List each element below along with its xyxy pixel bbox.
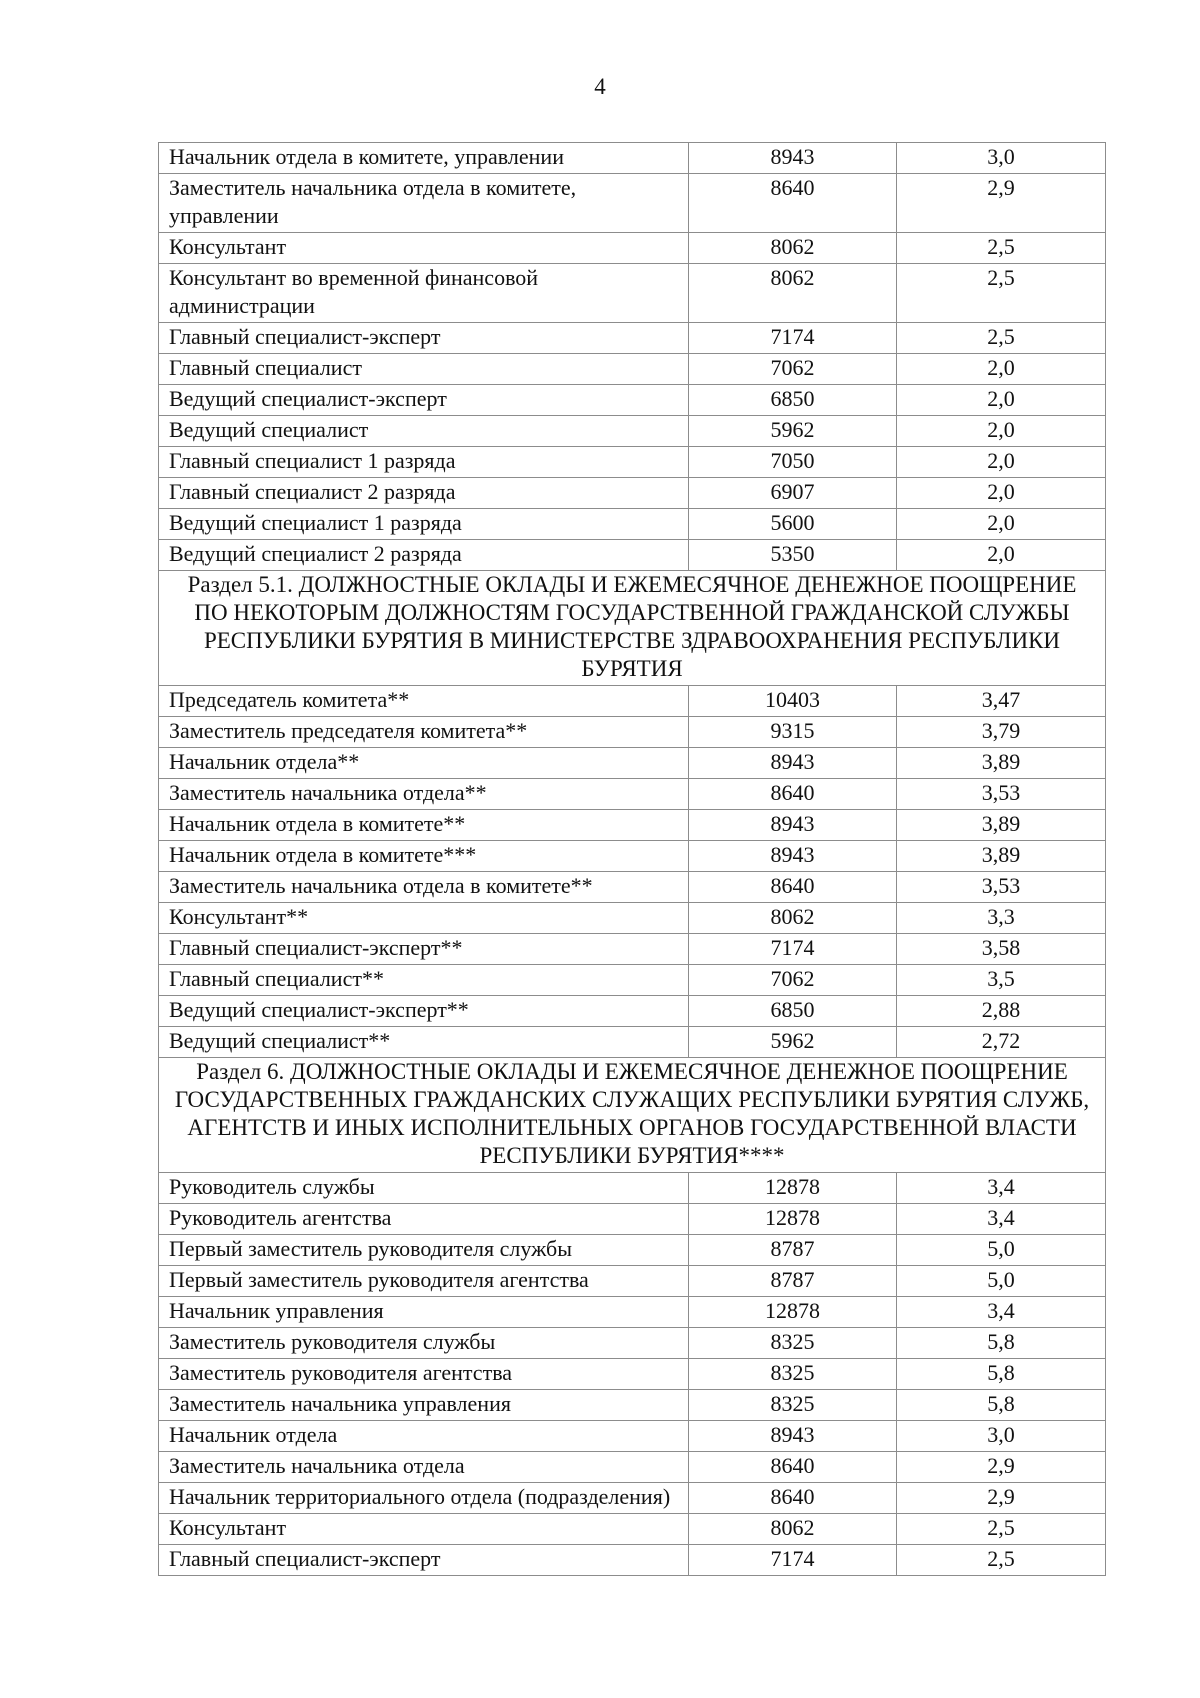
salary-cell: 8943 <box>689 841 897 872</box>
position-cell: Консультант** <box>159 903 689 934</box>
position-cell: Заместитель руководителя службы <box>159 1328 689 1359</box>
salary-cell: 12878 <box>689 1204 897 1235</box>
table-row <box>159 779 1106 810</box>
table-row <box>159 1359 1106 1390</box>
salary-cell: 8062 <box>689 1514 897 1545</box>
position-cell: Главный специалист <box>159 354 689 385</box>
position-cell: Руководитель агентства <box>159 1204 689 1235</box>
coefficient-cell: 3,58 <box>897 934 1106 965</box>
position-cell: Первый заместитель руководителя агентства <box>159 1266 689 1297</box>
coefficient-cell: 3,53 <box>897 779 1106 810</box>
table-row <box>159 174 1106 233</box>
salary-cell: 8787 <box>689 1235 897 1266</box>
table-row <box>159 965 1106 996</box>
table-row <box>159 1173 1106 1204</box>
table-row <box>159 1235 1106 1266</box>
position-cell: Заместитель председателя комитета** <box>159 717 689 748</box>
coefficient-cell: 2,5 <box>897 1514 1106 1545</box>
coefficient-cell: 3,0 <box>897 1421 1106 1452</box>
position-cell: Заместитель руководителя агентства <box>159 1359 689 1390</box>
position-cell: Ведущий специалист** <box>159 1027 689 1058</box>
salary-cell: 8943 <box>689 810 897 841</box>
coefficient-cell: 2,0 <box>897 385 1106 416</box>
salary-cell: 8943 <box>689 1421 897 1452</box>
table-row <box>159 540 1106 571</box>
salary-cell: 7174 <box>689 1545 897 1576</box>
coefficient-cell: 2,9 <box>897 1452 1106 1483</box>
salary-cell: 7050 <box>689 447 897 478</box>
salary-cell: 8640 <box>689 1452 897 1483</box>
table-row <box>159 1328 1106 1359</box>
salary-cell: 5600 <box>689 509 897 540</box>
salary-cell: 8640 <box>689 174 897 233</box>
salary-cell: 7062 <box>689 965 897 996</box>
salary-table <box>158 142 1106 1576</box>
position-cell: Начальник отдела в комитете** <box>159 810 689 841</box>
salary-cell: 8943 <box>689 143 897 174</box>
position-cell: Главный специалист-эксперт** <box>159 934 689 965</box>
salary-cell: 7174 <box>689 323 897 354</box>
coefficient-cell: 5,0 <box>897 1235 1106 1266</box>
coefficient-cell: 5,0 <box>897 1266 1106 1297</box>
coefficient-cell: 2,5 <box>897 233 1106 264</box>
coefficient-cell: 5,8 <box>897 1390 1106 1421</box>
salary-cell: 5962 <box>689 416 897 447</box>
position-cell: Заместитель начальника отдела <box>159 1452 689 1483</box>
table-row <box>159 1027 1106 1058</box>
position-cell: Начальник отдела в комитете*** <box>159 841 689 872</box>
position-cell: Начальник отдела** <box>159 748 689 779</box>
salary-cell: 7062 <box>689 354 897 385</box>
section-title: Раздел 6. ДОЛЖНОСТНЫЕ ОКЛАДЫ И ЕЖЕМЕСЯЧНОЕ ДЕНЕЖНОЕ ПООЩРЕНИЕ ГОСУДАРСТВЕННЫХ ГРАЖДАНСКИХ СЛУЖАЩИХ РЕСПУБЛИКИ БУРЯТИЯ СЛУЖБ, АГЕНТСТВ И ИНЫХ ИСПОЛНИТЕЛЬНЫХ ОРГАНОВ ГОСУДАРСТВЕННОЙ ВЛАСТИ РЕСПУБЛИКИ БУРЯТИЯ**** <box>159 1058 1106 1173</box>
section-header-row <box>159 571 1106 686</box>
coefficient-cell: 5,8 <box>897 1328 1106 1359</box>
coefficient-cell: 2,9 <box>897 174 1106 233</box>
position-cell: Ведущий специалист <box>159 416 689 447</box>
salary-cell: 10403 <box>689 686 897 717</box>
position-cell: Главный специалист 1 разряда <box>159 447 689 478</box>
table-row <box>159 872 1106 903</box>
page-number: 4 <box>594 74 606 99</box>
position-cell: Заместитель начальника отдела в комитете, управлении <box>159 174 689 233</box>
coefficient-cell: 2,5 <box>897 1545 1106 1576</box>
position-cell: Начальник территориального отдела (подразделения) <box>159 1483 689 1514</box>
salary-cell: 12878 <box>689 1297 897 1328</box>
section-header-row <box>159 1058 1106 1173</box>
salary-cell: 5350 <box>689 540 897 571</box>
coefficient-cell: 3,89 <box>897 810 1106 841</box>
table-row <box>159 903 1106 934</box>
table-row <box>159 717 1106 748</box>
coefficient-cell: 2,5 <box>897 264 1106 323</box>
table-row <box>159 996 1106 1027</box>
coefficient-cell: 3,79 <box>897 717 1106 748</box>
salary-cell: 8640 <box>689 779 897 810</box>
coefficient-cell: 2,0 <box>897 478 1106 509</box>
position-cell: Ведущий специалист 1 разряда <box>159 509 689 540</box>
salary-cell: 8062 <box>689 264 897 323</box>
position-cell: Главный специалист** <box>159 965 689 996</box>
position-cell: Главный специалист-эксперт <box>159 323 689 354</box>
table-row <box>159 748 1106 779</box>
table-row <box>159 1390 1106 1421</box>
salary-cell: 8943 <box>689 748 897 779</box>
salary-cell: 8325 <box>689 1390 897 1421</box>
coefficient-cell: 3,89 <box>897 841 1106 872</box>
coefficient-cell: 2,5 <box>897 323 1106 354</box>
coefficient-cell: 2,0 <box>897 509 1106 540</box>
coefficient-cell: 2,0 <box>897 416 1106 447</box>
coefficient-cell: 3,4 <box>897 1297 1106 1328</box>
table-row <box>159 1452 1106 1483</box>
table-row <box>159 1297 1106 1328</box>
table-row <box>159 686 1106 717</box>
position-cell: Главный специалист 2 разряда <box>159 478 689 509</box>
position-cell: Заместитель начальника управления <box>159 1390 689 1421</box>
salary-cell: 8062 <box>689 903 897 934</box>
table-row <box>159 233 1106 264</box>
position-cell: Ведущий специалист-эксперт** <box>159 996 689 1027</box>
section-title: Раздел 5.1. ДОЛЖНОСТНЫЕ ОКЛАДЫ И ЕЖЕМЕСЯЧНОЕ ДЕНЕЖНОЕ ПООЩРЕНИЕ ПО НЕКОТОРЫМ ДОЛЖНОСТЯМ ГОСУДАРСТВЕННОЙ ГРАЖДАНСКОЙ СЛУЖБЫ РЕСПУБЛИКИ БУРЯТИЯ В МИНИСТЕРСТВЕ ЗДРАВООХРАНЕНИЯ РЕСПУБЛИКИ БУРЯТИЯ <box>159 571 1106 686</box>
coefficient-cell: 3,5 <box>897 965 1106 996</box>
coefficient-cell: 3,53 <box>897 872 1106 903</box>
table-row <box>159 1204 1106 1235</box>
table-row <box>159 416 1106 447</box>
position-cell: Главный специалист-эксперт <box>159 1545 689 1576</box>
position-cell: Ведущий специалист 2 разряда <box>159 540 689 571</box>
coefficient-cell: 2,9 <box>897 1483 1106 1514</box>
coefficient-cell: 3,3 <box>897 903 1106 934</box>
position-cell: Заместитель начальника отдела в комитете** <box>159 872 689 903</box>
salary-table-body <box>159 143 1106 1576</box>
salary-cell: 8787 <box>689 1266 897 1297</box>
coefficient-cell: 3,4 <box>897 1173 1106 1204</box>
salary-cell: 6850 <box>689 385 897 416</box>
position-cell: Заместитель начальника отдела** <box>159 779 689 810</box>
salary-cell: 6907 <box>689 478 897 509</box>
table-row <box>159 354 1106 385</box>
table-row <box>159 1421 1106 1452</box>
coefficient-cell: 2,0 <box>897 354 1106 385</box>
table-row <box>159 934 1106 965</box>
position-cell: Консультант во временной финансовой администрации <box>159 264 689 323</box>
position-cell: Консультант <box>159 233 689 264</box>
table-row <box>159 1483 1106 1514</box>
salary-cell: 8640 <box>689 1483 897 1514</box>
salary-cell: 5962 <box>689 1027 897 1058</box>
salary-cell: 8062 <box>689 233 897 264</box>
salary-cell: 12878 <box>689 1173 897 1204</box>
table-row <box>159 841 1106 872</box>
coefficient-cell: 3,89 <box>897 748 1106 779</box>
coefficient-cell: 3,47 <box>897 686 1106 717</box>
table-row <box>159 385 1106 416</box>
salary-cell: 8325 <box>689 1359 897 1390</box>
position-cell: Ведущий специалист-эксперт <box>159 385 689 416</box>
table-row <box>159 810 1106 841</box>
coefficient-cell: 2,72 <box>897 1027 1106 1058</box>
table-row <box>159 478 1106 509</box>
table-row <box>159 447 1106 478</box>
salary-cell: 9315 <box>689 717 897 748</box>
position-cell: Первый заместитель руководителя службы <box>159 1235 689 1266</box>
coefficient-cell: 5,8 <box>897 1359 1106 1390</box>
table-row <box>159 323 1106 354</box>
coefficient-cell: 2,0 <box>897 447 1106 478</box>
salary-cell: 6850 <box>689 996 897 1027</box>
table-row <box>159 1514 1106 1545</box>
salary-cell: 8325 <box>689 1328 897 1359</box>
coefficient-cell: 3,4 <box>897 1204 1106 1235</box>
coefficient-cell: 3,0 <box>897 143 1106 174</box>
position-cell: Начальник отдела в комитете, управлении <box>159 143 689 174</box>
table-row <box>159 1266 1106 1297</box>
salary-cell: 8640 <box>689 872 897 903</box>
position-cell: Руководитель службы <box>159 1173 689 1204</box>
position-cell: Начальник отдела <box>159 1421 689 1452</box>
coefficient-cell: 2,0 <box>897 540 1106 571</box>
salary-cell: 7174 <box>689 934 897 965</box>
position-cell: Консультант <box>159 1514 689 1545</box>
position-cell: Начальник управления <box>159 1297 689 1328</box>
table-row <box>159 1545 1106 1576</box>
position-cell: Председатель комитета** <box>159 686 689 717</box>
table-row <box>159 143 1106 174</box>
table-row <box>159 509 1106 540</box>
table-row <box>159 264 1106 323</box>
coefficient-cell: 2,88 <box>897 996 1106 1027</box>
